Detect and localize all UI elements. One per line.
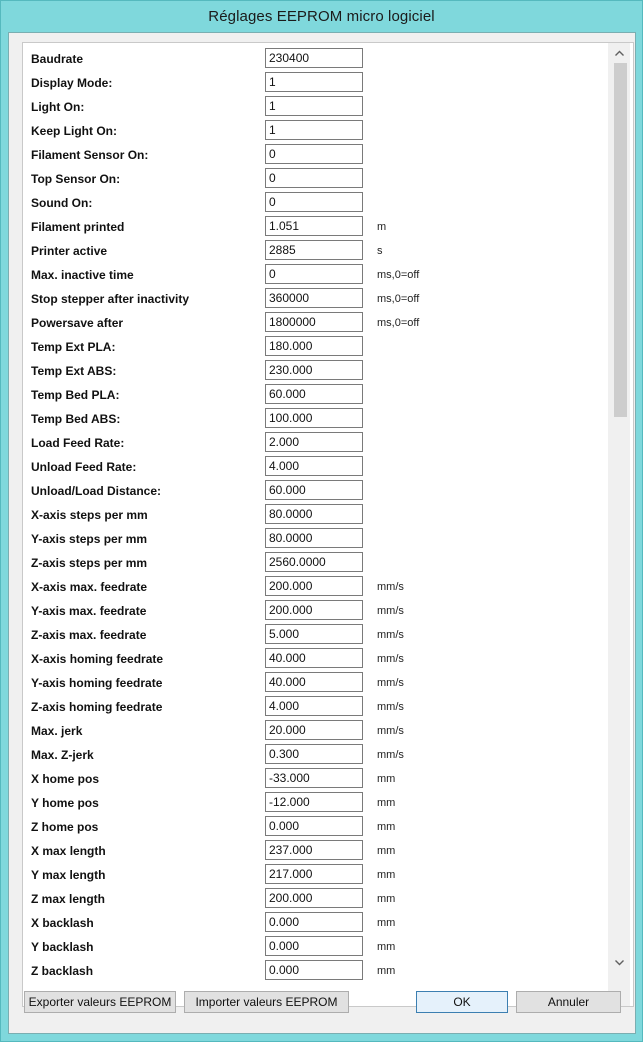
setting-row	[23, 480, 613, 504]
setting-label: Z max length	[31, 892, 106, 906]
setting-label: Temp Bed PLA:	[31, 388, 120, 402]
setting-unit: mm/s	[377, 605, 404, 617]
setting-value-field[interactable]: 0.000	[265, 960, 363, 980]
setting-value-field[interactable]: 1	[265, 72, 363, 92]
setting-row	[23, 600, 613, 624]
setting-unit: mm/s	[377, 677, 404, 689]
setting-value-field[interactable]: 180.000	[265, 336, 363, 356]
setting-label: X-axis steps per mm	[31, 508, 148, 522]
setting-row	[23, 816, 613, 840]
setting-value-field[interactable]: 60.000	[265, 384, 363, 404]
setting-row	[23, 288, 613, 312]
setting-value-field[interactable]: 1800000	[265, 312, 363, 332]
setting-value-field[interactable]: -33.000	[265, 768, 363, 788]
setting-row	[23, 888, 613, 912]
setting-unit: mm/s	[377, 653, 404, 665]
setting-value-field[interactable]: 230.000	[265, 360, 363, 380]
setting-label: Z-axis steps per mm	[31, 556, 148, 570]
setting-label: Filament printed	[31, 220, 125, 234]
setting-row	[23, 192, 613, 216]
setting-label: Load Feed Rate:	[31, 436, 125, 450]
setting-row	[23, 96, 613, 120]
setting-unit: mm/s	[377, 749, 404, 761]
setting-label: Baudrate	[31, 52, 84, 66]
setting-row	[23, 360, 613, 384]
setting-row	[23, 840, 613, 864]
setting-value-field[interactable]: 4.000	[265, 456, 363, 476]
setting-value-field[interactable]: 217.000	[265, 864, 363, 884]
setting-value-field[interactable]: 200.000	[265, 576, 363, 596]
setting-unit: mm/s	[377, 581, 404, 593]
setting-label: Sound On:	[31, 196, 93, 210]
setting-label: Z-axis max. feedrate	[31, 628, 147, 642]
setting-unit: mm	[377, 821, 396, 833]
setting-value-field[interactable]: 20.000	[265, 720, 363, 740]
setting-label: Z-axis homing feedrate	[31, 700, 163, 714]
setting-row	[23, 384, 613, 408]
setting-label: Y home pos	[31, 796, 99, 810]
vertical-scrollbar[interactable]	[608, 43, 630, 1006]
dialog-body	[8, 32, 636, 1034]
setting-unit: m	[377, 221, 387, 233]
setting-value-field[interactable]: 1.051	[265, 216, 363, 236]
setting-row	[23, 240, 613, 264]
setting-row	[23, 696, 613, 720]
setting-unit: mm	[377, 869, 396, 881]
setting-row	[23, 744, 613, 768]
setting-row	[23, 336, 613, 360]
setting-value-field[interactable]: 1	[265, 96, 363, 116]
setting-label: Y max length	[31, 868, 106, 882]
setting-label: Temp Ext PLA:	[31, 340, 116, 354]
setting-row	[23, 48, 613, 72]
setting-label: Top Sensor On:	[31, 172, 121, 186]
setting-row	[23, 456, 613, 480]
setting-unit: mm/s	[377, 725, 404, 737]
setting-unit: ms,0=off	[377, 293, 420, 305]
setting-unit: mm	[377, 917, 396, 929]
setting-row	[23, 264, 613, 288]
setting-label: X max length	[31, 844, 106, 858]
setting-row	[23, 504, 613, 528]
setting-value-field[interactable]: 1	[265, 120, 363, 140]
settings-scroll-panel[interactable]	[22, 42, 634, 1007]
setting-label: Temp Ext ABS:	[31, 364, 117, 378]
setting-label: Filament Sensor On:	[31, 148, 149, 162]
setting-value-field[interactable]: 0.300	[265, 744, 363, 764]
setting-row	[23, 216, 613, 240]
setting-row	[23, 528, 613, 552]
setting-value-field[interactable]: 200.000	[265, 888, 363, 908]
setting-value-field[interactable]: 0.000	[265, 936, 363, 956]
setting-label: Keep Light On:	[31, 124, 117, 138]
setting-label: Temp Bed ABS:	[31, 412, 121, 426]
setting-row	[23, 624, 613, 648]
chevron-up-icon[interactable]	[608, 43, 630, 63]
setting-row	[23, 408, 613, 432]
setting-unit: mm/s	[377, 701, 404, 713]
setting-value-field[interactable]: 360000	[265, 288, 363, 308]
setting-label: Z backlash	[31, 964, 94, 978]
setting-label: Stop stepper after inactivity	[31, 292, 190, 306]
setting-row	[23, 912, 613, 936]
setting-value-field[interactable]: -12.000	[265, 792, 363, 812]
setting-row	[23, 144, 613, 168]
setting-row	[23, 768, 613, 792]
setting-value-field[interactable]: 80.0000	[265, 528, 363, 548]
setting-row	[23, 720, 613, 744]
setting-row	[23, 864, 613, 888]
scrollbar-thumb[interactable]	[614, 63, 627, 417]
setting-value-field[interactable]: 0	[265, 144, 363, 164]
setting-unit: ms,0=off	[377, 317, 420, 329]
setting-unit: mm	[377, 773, 396, 785]
setting-label: Light On:	[31, 100, 85, 114]
setting-label: Max. Z-jerk	[31, 748, 94, 762]
setting-unit: mm	[377, 965, 396, 977]
title-bar[interactable]	[1, 1, 642, 32]
setting-label: Max. jerk	[31, 724, 83, 738]
setting-value-field[interactable]: 0	[265, 264, 363, 284]
setting-value-field[interactable]: 0	[265, 168, 363, 188]
setting-value-field[interactable]: 2560.0000	[265, 552, 363, 572]
setting-row	[23, 120, 613, 144]
setting-value-field[interactable]: 200.000	[265, 600, 363, 620]
setting-row	[23, 576, 613, 600]
setting-row	[23, 792, 613, 816]
setting-value-field[interactable]: 4.000	[265, 696, 363, 716]
ok-button[interactable]: OK	[416, 991, 508, 1013]
setting-unit: s	[377, 245, 383, 257]
setting-label: Powersave after	[31, 316, 124, 330]
setting-label: X-axis max. feedrate	[31, 580, 148, 594]
setting-row	[23, 936, 613, 960]
setting-value-field[interactable]: 230400	[265, 48, 363, 68]
setting-label: X-axis homing feedrate	[31, 652, 164, 666]
setting-value-field[interactable]: 40.000	[265, 672, 363, 692]
setting-value-field[interactable]: 237.000	[265, 840, 363, 860]
setting-value-field[interactable]: 80.0000	[265, 504, 363, 524]
setting-row	[23, 72, 613, 96]
setting-row	[23, 672, 613, 696]
setting-label: Display Mode:	[31, 76, 113, 90]
setting-row	[23, 432, 613, 456]
setting-label: Printer active	[31, 244, 108, 258]
setting-value-field[interactable]: 2885	[265, 240, 363, 260]
cancel-button[interactable]: Annuler	[516, 991, 621, 1013]
setting-row	[23, 552, 613, 576]
setting-label: Y-axis max. feedrate	[31, 604, 147, 618]
setting-row	[23, 960, 613, 984]
setting-unit: mm	[377, 797, 396, 809]
window-title: Réglages EEPROM micro logiciel	[208, 8, 435, 25]
setting-value-field[interactable]: 0	[265, 192, 363, 212]
setting-value-field[interactable]: 0.000	[265, 816, 363, 836]
setting-value-field[interactable]: 5.000	[265, 624, 363, 644]
chevron-down-icon[interactable]	[608, 953, 630, 973]
export-eeprom-button[interactable]: Exporter valeurs EEPROM	[24, 991, 176, 1013]
setting-value-field[interactable]: 100.000	[265, 408, 363, 428]
import-eeprom-button[interactable]: Importer valeurs EEPROM	[184, 991, 349, 1013]
setting-unit: mm	[377, 893, 396, 905]
setting-unit: mm	[377, 845, 396, 857]
setting-label: Unload/Load Distance:	[31, 484, 162, 498]
setting-value-field[interactable]: 2.000	[265, 432, 363, 452]
setting-unit: mm/s	[377, 629, 404, 641]
setting-label: X backlash	[31, 916, 94, 930]
setting-value-field[interactable]: 0.000	[265, 912, 363, 932]
setting-row	[23, 648, 613, 672]
setting-label: Max. inactive time	[31, 268, 134, 282]
setting-label: Z home pos	[31, 820, 99, 834]
setting-row	[23, 312, 613, 336]
setting-label: Y backlash	[31, 940, 94, 954]
setting-value-field[interactable]: 40.000	[265, 648, 363, 668]
setting-label: X home pos	[31, 772, 100, 786]
setting-label: Y-axis homing feedrate	[31, 676, 163, 690]
setting-unit: ms,0=off	[377, 269, 420, 281]
setting-value-field[interactable]: 60.000	[265, 480, 363, 500]
setting-row	[23, 168, 613, 192]
setting-unit: mm	[377, 941, 396, 953]
setting-label: Y-axis steps per mm	[31, 532, 148, 546]
setting-label: Unload Feed Rate:	[31, 460, 137, 474]
